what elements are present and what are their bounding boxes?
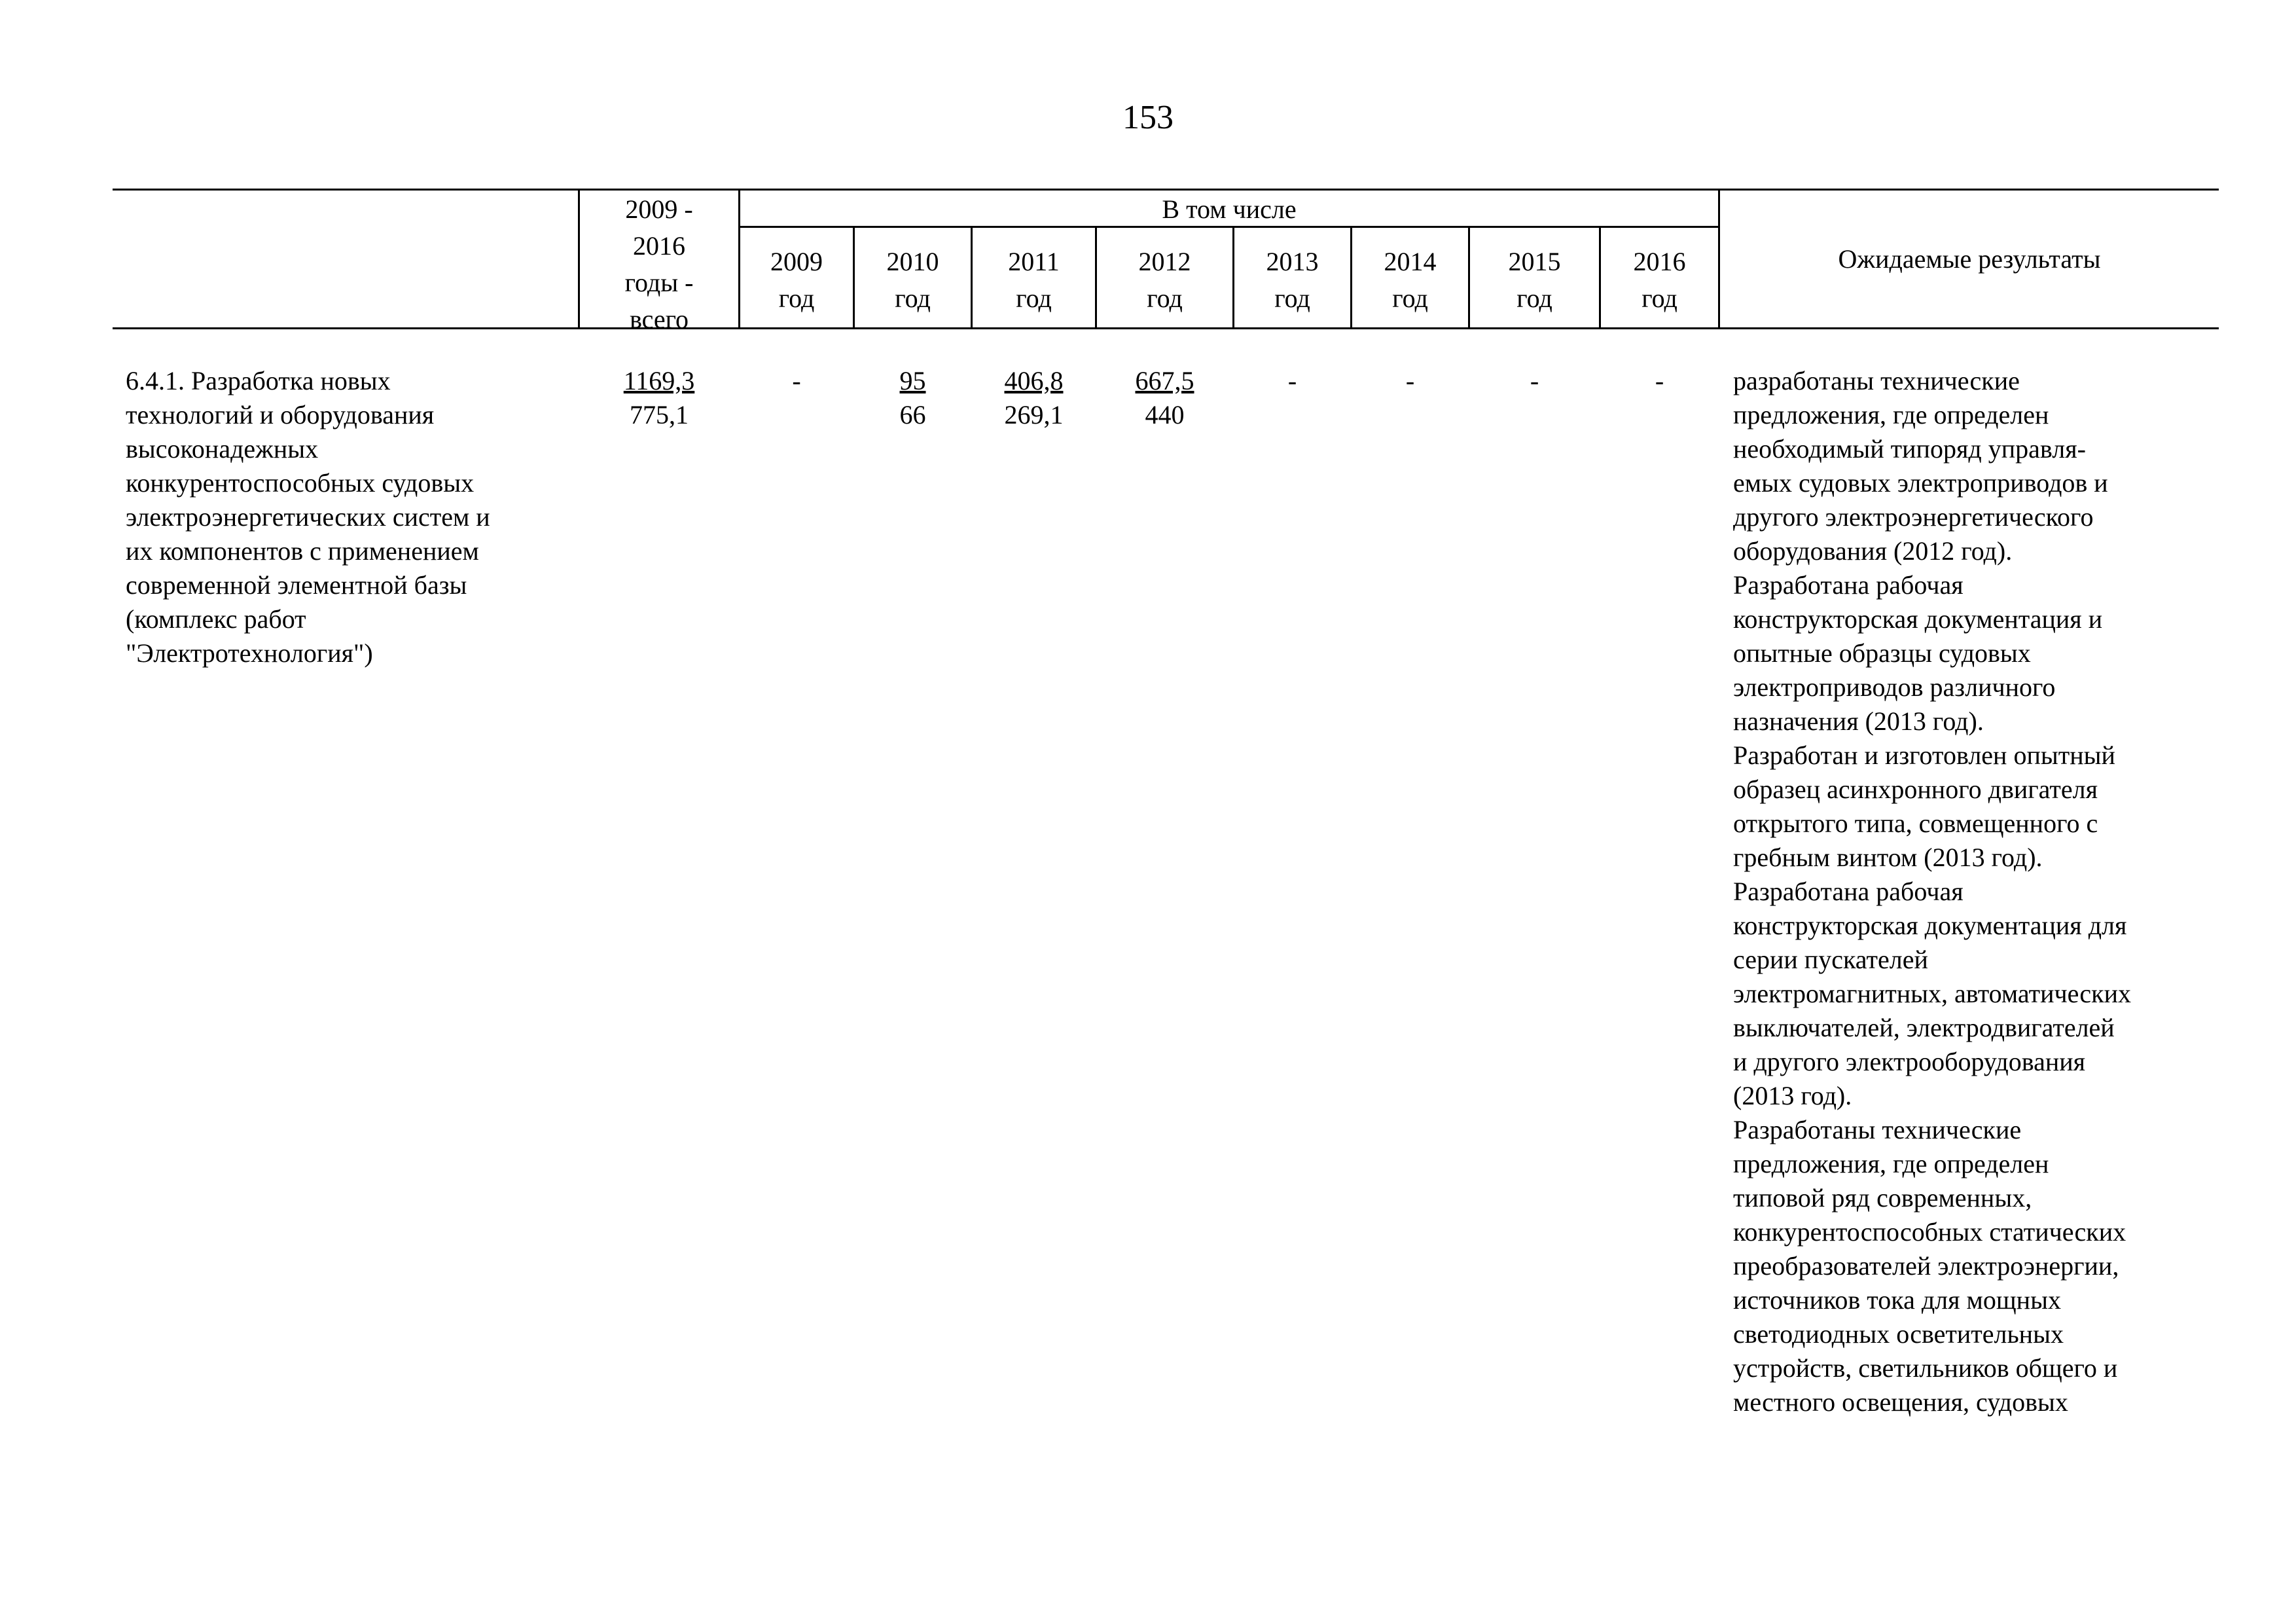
header-year: 2016	[1633, 247, 1686, 276]
row-value-bottom: 66	[899, 400, 926, 429]
row-value-2011	[973, 364, 1095, 432]
row-title	[126, 364, 490, 670]
row-value-top: 95	[899, 366, 926, 395]
header-year-2009	[740, 244, 853, 317]
results-line: электроприводов различного	[1733, 672, 2056, 702]
row-title-line: высоконадежных	[126, 434, 319, 464]
row-value-2010	[855, 364, 971, 432]
row-title-line: технологий и оборудования	[126, 400, 435, 429]
header-year-2011	[973, 244, 1095, 317]
header-year: 2010	[886, 247, 939, 276]
results-line: разработаны технические	[1733, 366, 2020, 395]
header-year-2012	[1097, 244, 1232, 317]
row-value-top: -	[1287, 366, 1297, 395]
header-year-2010	[855, 244, 971, 317]
header-including: В том числе	[1162, 194, 1297, 224]
row-value-2014	[1352, 364, 1468, 398]
header-year-unit: год	[1641, 283, 1677, 313]
results-line: серии пускателей	[1733, 945, 1928, 974]
results-line: образец асинхронного двигателя	[1733, 775, 2098, 804]
row-title-line: (комплекс работ	[126, 604, 306, 634]
row-results	[1733, 364, 2131, 1419]
header-total-line: 2009 -	[625, 194, 693, 224]
row-total-bottom: 775,1	[630, 400, 689, 429]
results-line: (2013 год).	[1733, 1081, 1852, 1110]
header-year: 2011	[1008, 247, 1060, 276]
results-line: конкурентоспособных статических	[1733, 1217, 2126, 1247]
header-total-line: всего	[629, 304, 689, 334]
results-line: предложения, где определен	[1733, 1149, 2049, 1178]
header-year: 2014	[1384, 247, 1437, 276]
row-value-top: -	[1405, 366, 1415, 395]
results-line: и другого электрооборудования	[1733, 1047, 2086, 1076]
results-line: конструкторская документация и	[1733, 604, 2103, 634]
header-year-unit: год	[1516, 283, 1552, 313]
results-line: гребным винтом (2013 год).	[1733, 843, 2043, 872]
header-total-line: 2016	[633, 231, 685, 261]
results-line: емых судовых электроприводов и	[1733, 468, 2108, 498]
row-value-top: 406,8	[1004, 366, 1064, 395]
row-value-2016	[1601, 364, 1718, 398]
row-total-top: 1169,3	[623, 366, 695, 395]
row-title-line: их компонентов с применением	[126, 536, 479, 566]
results-line: Разработана рабочая	[1733, 877, 1964, 906]
row-value-2012	[1097, 364, 1232, 432]
results-line: Разработан и изготовлен опытный	[1733, 740, 2115, 770]
results-line: Разработана рабочая	[1733, 570, 1964, 600]
table-top-rule	[113, 189, 2219, 191]
row-title-line: электроэнергетических систем и	[126, 502, 490, 532]
header-year-unit: год	[778, 283, 815, 313]
page-number: 153	[1122, 99, 1174, 136]
results-line: назначения (2013 год).	[1733, 706, 1984, 736]
results-line: типовой ряд современных,	[1733, 1183, 2032, 1213]
results-line: источников тока для мощных	[1733, 1285, 2061, 1315]
row-title-line: современной элементной базы	[126, 570, 467, 600]
results-line: необходимый типоряд управля-	[1733, 434, 2086, 464]
row-total	[580, 364, 738, 432]
row-title-line: 6.4.1. Разработка новых	[126, 366, 391, 395]
row-value-top: -	[1655, 366, 1664, 395]
header-year-unit: год	[1392, 283, 1428, 313]
row-value-bottom: 440	[1145, 400, 1185, 429]
header-year-unit: год	[1147, 283, 1183, 313]
row-value-top: -	[792, 366, 801, 395]
header-year-unit: год	[895, 283, 931, 313]
results-line: устройств, светильников общего и	[1733, 1353, 2118, 1383]
header-year: 2013	[1266, 247, 1319, 276]
row-value-top: 667,5	[1135, 366, 1194, 395]
results-line: электромагнитных, автоматических	[1733, 979, 2131, 1008]
header-year: 2012	[1138, 247, 1191, 276]
row-value-2013	[1234, 364, 1350, 398]
header-year-2016	[1601, 244, 1718, 317]
results-line: предложения, где определен	[1733, 400, 2049, 429]
results-line: открытого типа, совмещенного с	[1733, 809, 2098, 838]
header-year-unit: год	[1274, 283, 1310, 313]
results-line: опытные образцы судовых	[1733, 638, 2031, 668]
row-value-bottom: 269,1	[1004, 400, 1064, 429]
results-line: преобразователей электроэнергии,	[1733, 1251, 2119, 1281]
results-line: конструкторская документация для	[1733, 911, 2127, 940]
results-line: местного освещения, судовых	[1733, 1387, 2068, 1417]
header-bottom-rule	[113, 327, 2219, 329]
results-line: светодиодных осветительных	[1733, 1319, 2064, 1349]
row-title-line: конкурентоспособных судовых	[126, 468, 475, 498]
results-line: другого электроэнергетического	[1733, 502, 2094, 532]
row-title-line: "Электротехнология")	[126, 638, 373, 668]
header-year: 2015	[1508, 247, 1561, 276]
header-year: 2009	[770, 247, 823, 276]
header-year-2013	[1234, 244, 1350, 317]
header-total-line: годы -	[624, 268, 694, 297]
results-line: Разработаны технические	[1733, 1115, 2022, 1144]
row-value-2009	[740, 364, 853, 398]
header-total-column	[580, 191, 738, 338]
row-value-2015	[1470, 364, 1599, 398]
header-year-2015	[1470, 244, 1599, 317]
header-year-2014	[1352, 244, 1468, 317]
header-year-unit: год	[1016, 283, 1052, 313]
header-results: Ожидаемые результаты	[1838, 244, 2101, 274]
row-value-top: -	[1530, 366, 1539, 395]
results-line: оборудования (2012 год).	[1733, 536, 2013, 566]
results-line: выключателей, электродвигателей	[1733, 1013, 2115, 1042]
